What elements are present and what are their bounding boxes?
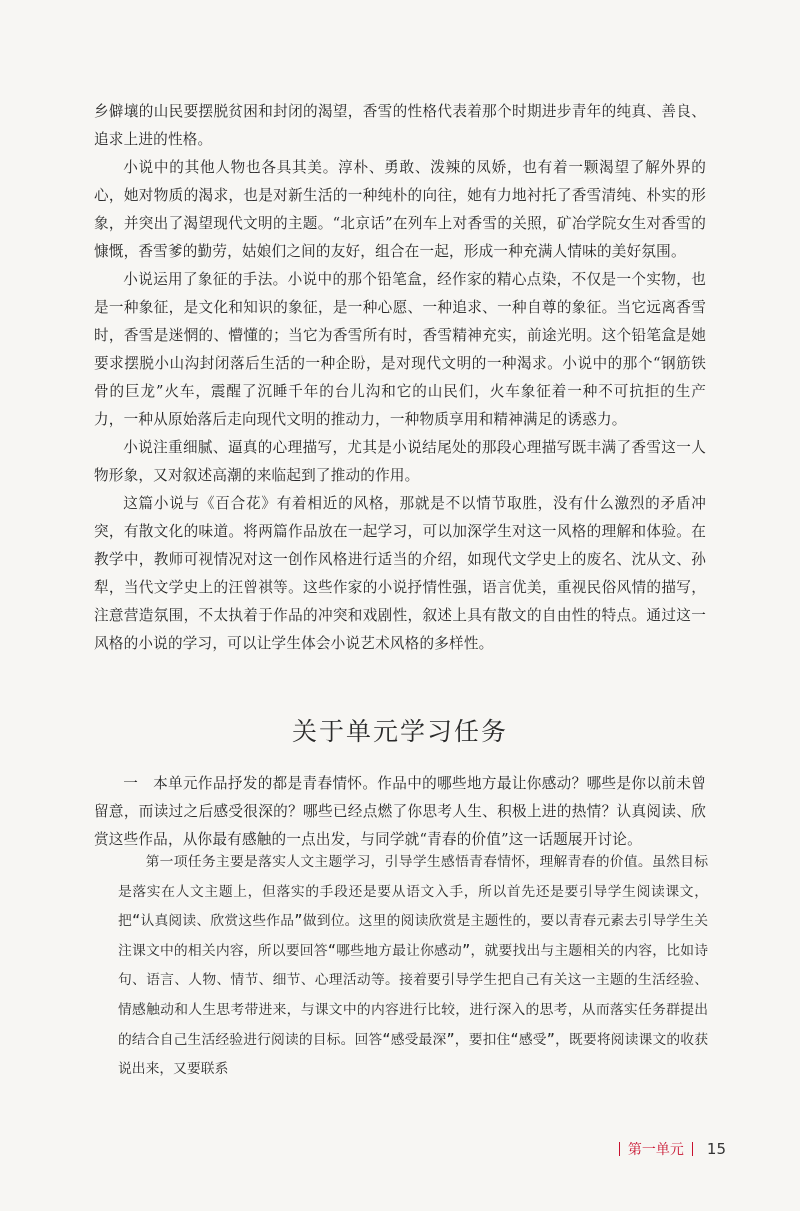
footer-divider-left: [619, 1142, 620, 1156]
page-number: 15: [706, 1140, 726, 1158]
body-paragraph-2: 小说中的其他人物也各具其美。淳朴、勇敢、泼辣的凤娇，也有着一颗渴望了解外界的心，她对物质的渴求，也是对新生活的一种纯朴的向往，她有力地衬托了香雪清纯、朴实的形象，并突出了渴望现代文明的主题。“北京话”在列车上对香雪的关照，矿冶学院女生对香雪的慷慨，香雪爹的勤劳，姑娘们之间的友好，组合在一起，形成一种充满人情味的美好氛围。: [94, 159, 706, 260]
unit-label: 第一单元: [627, 1142, 684, 1158]
body-paragraph-4: 小说注重细腻、逼真的心理描写，尤其是小说结尾处的那段心理描写既丰满了香雪这一人物形象，又对叙述高潮的来临起到了推动的作用。: [94, 439, 706, 484]
body-paragraph-3: 小说运用了象征的手法。小说中的那个铅笔盒，经作家的精心点染，不仅是一个实物，也是一种象征，是文化和知识的象征，是一种心愿、一种追求、一种自尊的象征。当它远离香雪时，香雪是迷惘的、懵懂的；当它为香雪所有时，香雪精神充实，前途光明。这个铅笔盒是她要求摆脱小山沟封闭落后生活的一种企盼，是对现代文明的一种渴求。小说中的那个“钢筋铁骨的巨龙”火车，震醒了沉睡千年的台儿沟和它的山民们，火车象征着一种不可抗拒的生产力，一种从原始落后走向现代文明的推动力，一种物质享用和精神满足的诱惑力。: [94, 271, 706, 428]
section-title: 关于单元学习任务: [291, 717, 508, 746]
task-one: 一 本单元作品抒发的都是青春情怀。作品中的哪些地方最让你感动？哪些是你以前未曾留意，而读过之后感受很深的？哪些已经点燃了你思考人生、积极上进的热情？认真阅读、欣赏这些作品，从你最有感触的一点出发，与同学就“青春的价值”这一话题展开讨论。: [94, 775, 706, 848]
body-paragraph-5: 这篇小说与《百合花》有着相近的风格，那就是不以情节取胜，没有什么激烈的矛盾冲突，有散文化的味道。将两篇作品放在一起学习，可以加深学生对这一风格的理解和体验。在教学中，教师可视情况对这一创作风格进行适当的介绍，如现代文学史上的废名、沈从文、孙犁，当代文学史上的汪曾祺等。这些作家的小说抒情性强，语言优美，重视民俗风情的描写，注意营造氛围，不太执着于作品的冲突和戏剧性，叙述上具有散文的自由性的特点。通过这一风格的小说的学习，可以让学生体会小说艺术风格的多样性。: [94, 495, 706, 652]
teaching-guidance: 第一项任务主要是落实人文主题学习，引导学生感悟青春情怀，理解青春的价值。虽然目标是落实在人文主题上，但落实的手段还是要从语文入手，所以首先还是要引导学生阅读课文，把“认真阅读、欣赏这些作品”做到位。这里的阅读欣赏是主题性的，要以青春元素去引导学生关注课文中的相关内容，所以要回答“哪些地方最让你感动”，就要找出与主题相关的内容，比如诗句、语言、人物、情节、细节、心理活动等。接着要引导学生把自己有关这一主题的生活经验、情感触动和人生思考带进来，与课文中的内容进行比较，进行深入的思考，从而落实任务群提出的结合自己生活经验进行阅读的目标。回答“感受最深”，要扣住“感受”，既要将阅读课文的收获说出来，又要联系: [118, 854, 708, 1078]
footer-divider-right: [692, 1142, 693, 1156]
page-footer: [611, 1139, 726, 1159]
body-paragraph-1: 乡僻壤的山民要摆脱贫困和封闭的渴望，香雪的性格代表着那个时期进步青年的纯真、善良、追求上进的性格。: [94, 103, 706, 148]
